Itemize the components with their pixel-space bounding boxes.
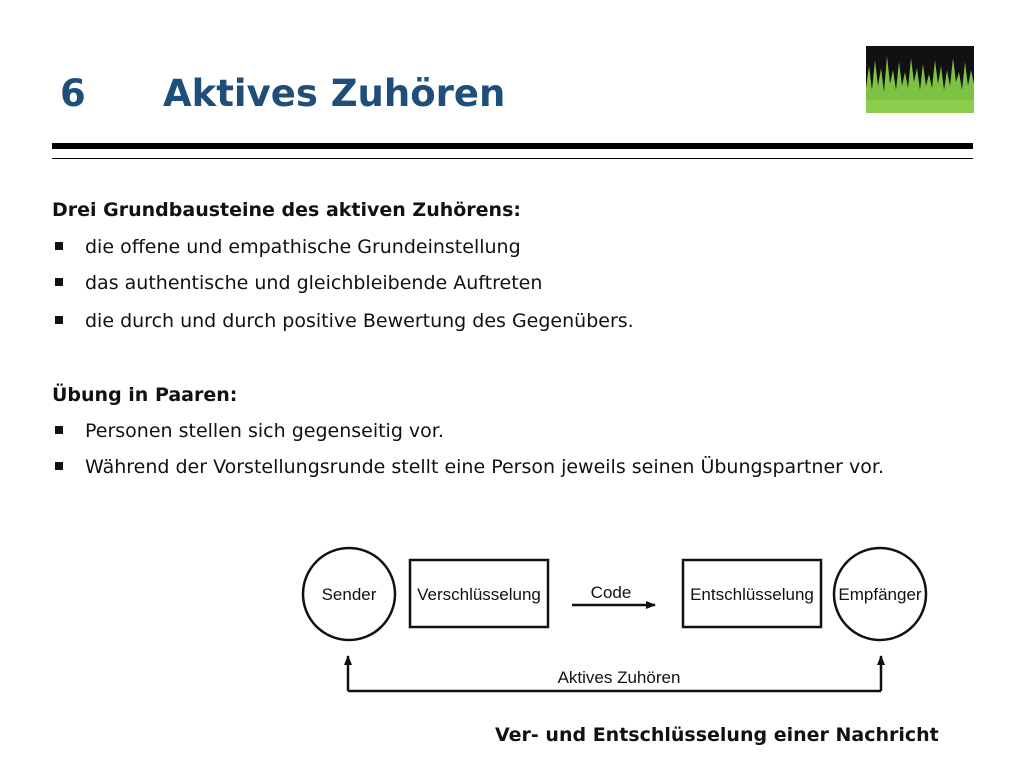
bullet-text: Personen stellen sich gegenseitig vor. bbox=[85, 420, 444, 442]
bullet-text: die durch und durch positive Bewertung des Gegenübers. bbox=[85, 310, 634, 332]
sender-label: Sender bbox=[321, 585, 377, 604]
encoding-label: Verschlüsselung bbox=[417, 585, 541, 604]
bullet-text: die offene und empathische Grundeinstellung bbox=[85, 236, 521, 258]
receiver-label: Empfänger bbox=[838, 585, 922, 604]
section-heading-uebung: Übung in Paaren: bbox=[52, 384, 238, 406]
slide-number: 6 bbox=[60, 72, 86, 115]
code-label: Code bbox=[590, 583, 632, 602]
slide-title: Aktives Zuhören bbox=[163, 72, 506, 115]
bullet-text: das authentische und gleichbleibende Auftreten bbox=[85, 272, 543, 294]
diagram-caption: Ver- und Entschlüsselung einer Nachricht bbox=[495, 724, 939, 746]
bullet-text: Während der Vorstellungsrunde stellt eine Person jeweils seinen Übungspartner vor. bbox=[85, 456, 884, 478]
decoding-label: Entschlüsselung bbox=[690, 585, 814, 604]
section-heading-grundbausteine: Drei Grundbausteine des aktiven Zuhörens: bbox=[52, 199, 521, 221]
feedback-label: Aktives Zuhören bbox=[557, 668, 681, 687]
